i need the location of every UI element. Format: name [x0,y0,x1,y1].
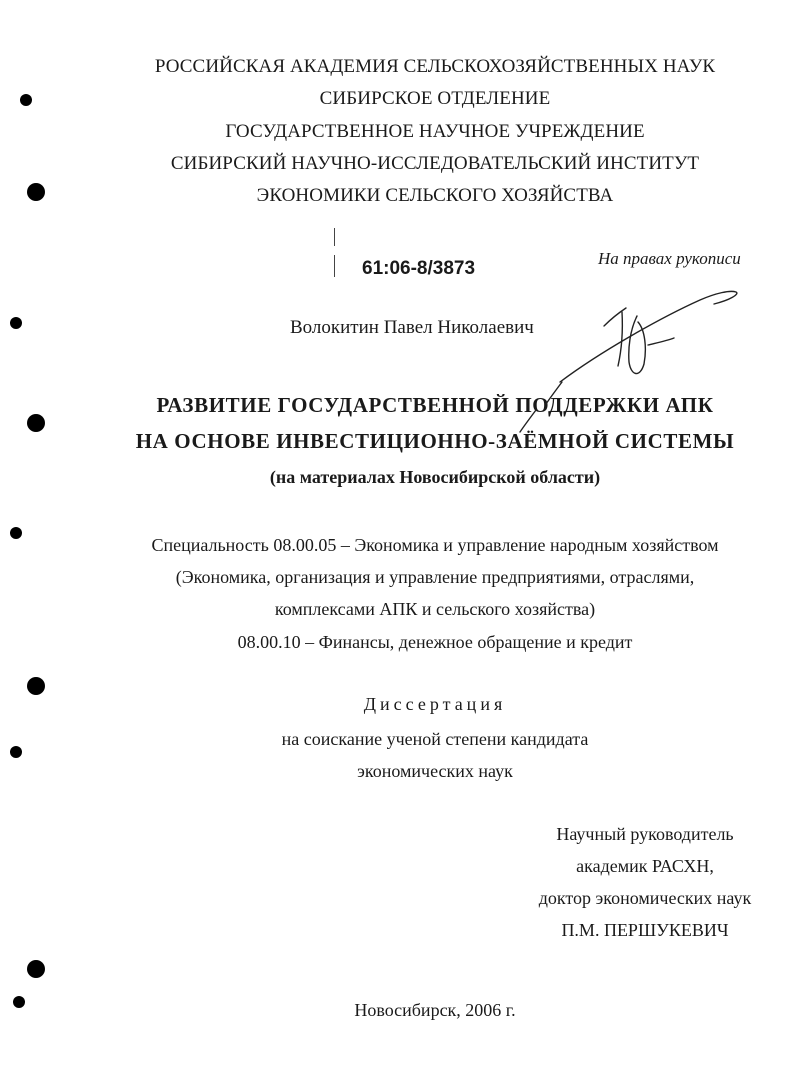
institution-line-field: ЭКОНОМИКИ СЕЛЬСКОГО ХОЗЯЙСТВА [256,185,614,206]
institution-line-type: ГОСУДАРСТВЕННОЕ НАУЧНОЕ УЧРЕЖДЕНИЕ [225,121,645,142]
institution-line-institute: СИБИРСКИЙ НАУЧНО-ИССЛЕДОВАТЕЛЬСКИЙ ИНСТИТУТ [170,153,700,174]
dissertation-field: экономических наук [357,761,513,781]
supervisor-degree: доктор экономических наук [538,888,752,908]
dissertation-label: Диссертация [363,694,507,714]
supervisor-name: П.М. ПЕРШУКЕВИЧ [561,920,729,940]
manuscript-note: На правах рукописи [598,249,741,268]
supervisor-title: академик РАСХН, [576,856,714,876]
institution-line-branch: СИБИРСКОЕ ОТДЕЛЕНИЕ [319,88,551,109]
city-year: Новосибирск, 2006 г. [354,1000,516,1020]
title-line-2: НА ОСНОВЕ ИНВЕСТИЦИОННО-ЗАЁМНОЙ СИСТЕМЫ [135,429,735,453]
specialty-line-4: 08.00.10 – Финансы, денежное обращение и кредит [237,632,633,652]
specialty-line-1: Специальность 08.00.05 – Экономика и управление народным хозяйством [151,535,719,555]
specialty-line-2: (Экономика, организация и управление предприятиями, отраслями, [175,567,695,587]
title-subtitle: (на материалах Новосибирской области) [269,467,601,487]
dissertation-degree: на соискание ученой степени кандидата [281,729,589,749]
author-name: Волокитин Павел Николаевич [290,317,534,338]
supervisor-role: Научный руководитель [556,824,734,844]
title-line-1: РАЗВИТИЕ ГОСУДАРСТВЕННОЙ ПОДДЕРЖКИ АПК [156,393,714,417]
specialty-line-3: комплексами АПК и сельского хозяйства) [274,599,596,619]
institution-line-academy: РОССИЙСКАЯ АКАДЕМИЯ СЕЛЬСКОХОЗЯЙСТВЕННЫХ НАУК [154,56,716,77]
library-code: 61:06-8/3873 [362,258,476,279]
